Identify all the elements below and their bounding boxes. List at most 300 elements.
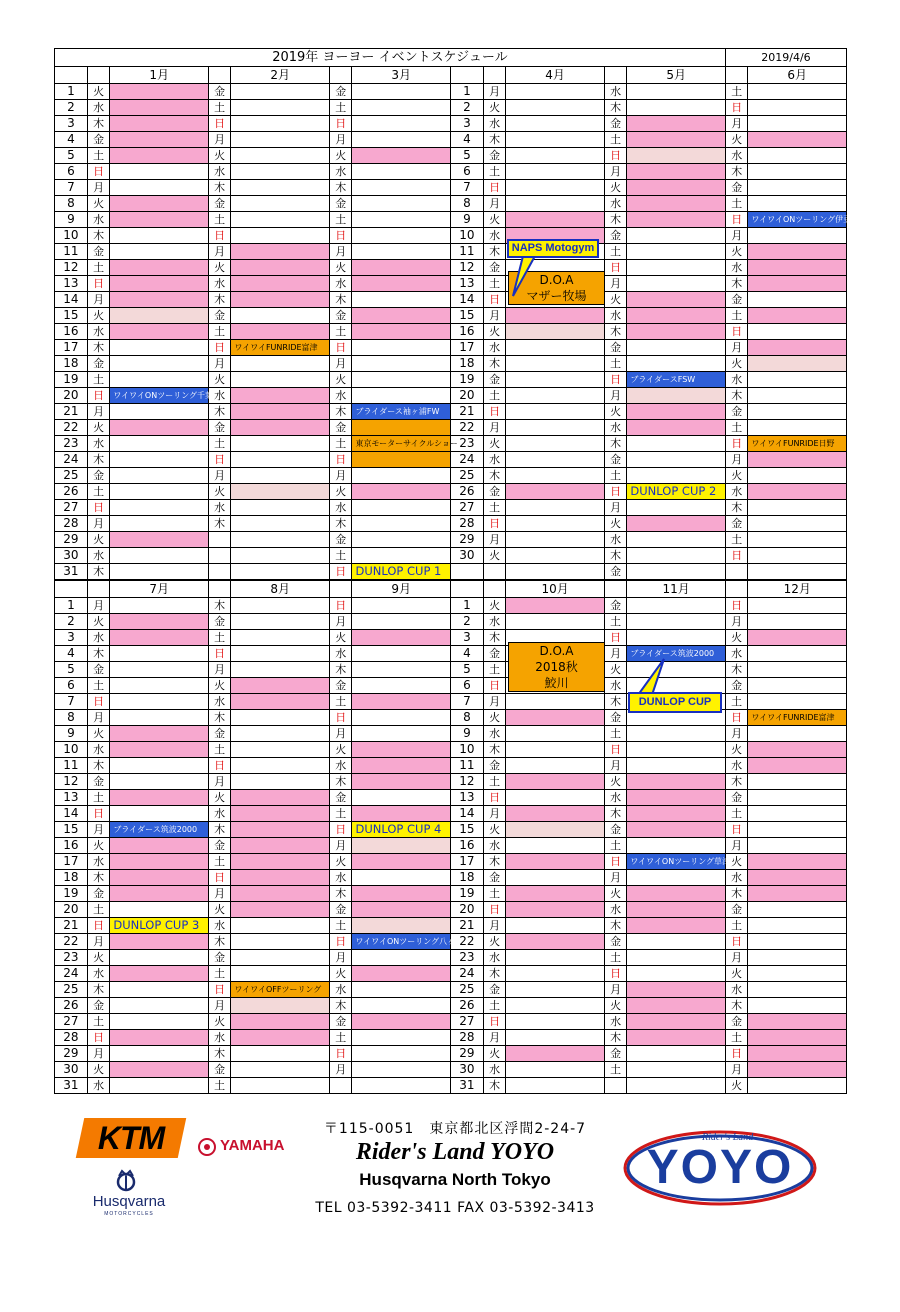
event-cell[interactable] [231, 934, 329, 950]
event-cell[interactable] [231, 388, 329, 404]
event-cell[interactable] [352, 212, 450, 228]
event-cell[interactable] [627, 84, 726, 100]
event-cell[interactable] [231, 404, 329, 420]
event-cell[interactable] [110, 710, 208, 726]
event-cell[interactable] [352, 774, 450, 790]
event-cell[interactable] [352, 452, 450, 468]
event-cell[interactable] [110, 324, 208, 340]
event-cell[interactable] [627, 148, 726, 164]
event-cell[interactable] [110, 870, 208, 886]
event-cell[interactable] [627, 950, 725, 966]
event-cell[interactable] [352, 950, 450, 966]
event-cell[interactable] [231, 854, 329, 870]
event-label[interactable]: DUNLOP CUP 4 [352, 822, 450, 838]
event-cell[interactable] [352, 244, 450, 260]
event-cell[interactable] [110, 452, 208, 468]
event-cell[interactable] [110, 646, 208, 662]
event-cell[interactable] [627, 742, 725, 758]
event-cell[interactable] [627, 918, 725, 934]
event-cell[interactable] [352, 324, 450, 340]
event-cell[interactable] [506, 372, 604, 388]
event-cell[interactable] [110, 276, 208, 292]
event-cell[interactable] [352, 500, 450, 516]
event-cell[interactable] [748, 614, 847, 630]
event-cell[interactable] [627, 1078, 725, 1094]
event-cell[interactable] [748, 84, 847, 100]
event-cell[interactable] [110, 292, 208, 308]
event-cell[interactable] [231, 1078, 329, 1094]
event-cell[interactable] [231, 1030, 329, 1046]
event-label[interactable]: ブライダース筑波2000 [110, 822, 208, 838]
event-cell[interactable] [110, 1062, 208, 1078]
event-cell[interactable] [627, 228, 726, 244]
event-cell[interactable] [231, 196, 329, 212]
event-cell[interactable] [506, 404, 604, 420]
event-cell[interactable] [110, 758, 208, 774]
event-cell[interactable] [748, 532, 847, 548]
event-cell[interactable] [231, 790, 329, 806]
event-cell[interactable] [506, 500, 604, 516]
event-cell[interactable] [748, 132, 847, 148]
event-cell[interactable] [506, 116, 604, 132]
event-cell[interactable] [352, 646, 450, 662]
event-cell[interactable] [627, 468, 726, 484]
event-cell[interactable] [110, 228, 208, 244]
event-cell[interactable] [110, 516, 208, 532]
event-cell[interactable] [506, 548, 604, 564]
event-cell[interactable] [627, 340, 726, 356]
event-cell[interactable] [748, 774, 847, 790]
event-cell[interactable] [231, 614, 329, 630]
event-cell[interactable] [748, 1014, 847, 1030]
event-label[interactable]: ワイワイFUNRIDE富津 [748, 710, 847, 726]
event-cell[interactable] [231, 1062, 329, 1078]
event-cell[interactable] [352, 516, 450, 532]
event-cell[interactable] [231, 148, 329, 164]
event-cell[interactable] [231, 806, 329, 822]
event-cell[interactable] [352, 838, 450, 854]
event-cell[interactable] [748, 902, 847, 918]
event-cell[interactable] [231, 116, 329, 132]
event-cell[interactable] [506, 790, 604, 806]
event-cell[interactable] [231, 276, 329, 292]
event-cell[interactable] [748, 886, 847, 902]
event-cell[interactable] [110, 404, 208, 420]
event-cell[interactable] [627, 388, 726, 404]
event-cell[interactable] [110, 132, 208, 148]
event-cell[interactable] [627, 966, 725, 982]
event-cell[interactable] [627, 548, 726, 564]
event-cell[interactable] [352, 532, 450, 548]
event-cell[interactable] [506, 420, 604, 436]
event-cell[interactable] [231, 1046, 329, 1062]
event-cell[interactable] [352, 340, 450, 356]
event-cell[interactable] [231, 902, 329, 918]
event-cell[interactable] [506, 212, 604, 228]
event-label[interactable]: ワイワイONツーリング千葉 [110, 388, 208, 404]
event-cell[interactable] [352, 1030, 450, 1046]
event-cell[interactable] [506, 614, 604, 630]
event-cell[interactable] [627, 1030, 725, 1046]
event-cell[interactable] [352, 998, 450, 1014]
event-cell[interactable] [110, 100, 208, 116]
event-cell[interactable] [110, 726, 208, 742]
event-cell[interactable] [352, 966, 450, 982]
event-cell[interactable] [627, 532, 726, 548]
event-cell[interactable] [506, 484, 604, 500]
event-cell[interactable] [748, 420, 847, 436]
event-cell[interactable] [627, 790, 725, 806]
event-cell[interactable] [627, 774, 725, 790]
event-label[interactable]: DUNLOP CUP 1 [352, 564, 450, 580]
event-cell[interactable] [231, 244, 329, 260]
event-cell[interactable] [506, 934, 604, 950]
event-cell[interactable] [748, 276, 847, 292]
event-label[interactable]: ワイワイONツーリング伊豆 [748, 212, 847, 228]
event-cell[interactable] [748, 516, 847, 532]
event-cell[interactable] [231, 132, 329, 148]
event-cell[interactable] [231, 372, 329, 388]
event-cell[interactable] [506, 886, 604, 902]
event-cell[interactable] [748, 982, 847, 998]
event-cell[interactable] [748, 228, 847, 244]
event-cell[interactable] [748, 662, 847, 678]
event-cell[interactable] [352, 164, 450, 180]
event-cell[interactable] [110, 484, 208, 500]
event-cell[interactable] [110, 982, 208, 998]
event-cell[interactable] [748, 148, 847, 164]
event-cell[interactable] [506, 710, 604, 726]
event-cell[interactable] [352, 388, 450, 404]
event-cell[interactable] [352, 228, 450, 244]
event-cell[interactable] [506, 1030, 604, 1046]
event-cell[interactable] [110, 1046, 208, 1062]
event-cell[interactable] [110, 356, 208, 372]
event-cell[interactable] [748, 630, 847, 646]
event-cell[interactable] [748, 164, 847, 180]
event-cell[interactable] [110, 598, 208, 614]
event-cell[interactable] [352, 662, 450, 678]
event-cell[interactable] [231, 678, 329, 694]
event-cell[interactable] [231, 918, 329, 934]
event-cell[interactable] [748, 694, 847, 710]
event-cell[interactable] [627, 630, 725, 646]
event-cell[interactable] [352, 180, 450, 196]
event-cell[interactable] [110, 902, 208, 918]
event-label[interactable]: ワイワイFUNRIDE日野 [748, 436, 847, 452]
event-cell[interactable] [627, 806, 725, 822]
event-label[interactable]: ブライダース袖ヶ浦FW [352, 404, 450, 420]
event-cell[interactable] [506, 324, 604, 340]
event-cell[interactable] [627, 758, 725, 774]
event-cell[interactable] [231, 468, 329, 484]
event-cell[interactable] [352, 870, 450, 886]
event-cell[interactable] [231, 564, 329, 580]
event-cell[interactable] [110, 966, 208, 982]
event-cell[interactable] [352, 308, 450, 324]
event-cell[interactable] [352, 260, 450, 276]
event-cell[interactable] [627, 100, 726, 116]
event-label[interactable]: ワイワイOFFツーリング [231, 982, 329, 998]
event-cell[interactable] [748, 308, 847, 324]
event-cell[interactable] [352, 694, 450, 710]
event-cell[interactable] [627, 934, 725, 950]
event-cell[interactable] [110, 774, 208, 790]
event-cell[interactable] [352, 116, 450, 132]
event-cell[interactable] [506, 870, 604, 886]
event-cell[interactable] [110, 694, 208, 710]
event-cell[interactable] [110, 854, 208, 870]
event-cell[interactable] [506, 388, 604, 404]
event-cell[interactable] [748, 678, 847, 694]
event-cell[interactable] [506, 854, 604, 870]
event-cell[interactable] [506, 1046, 604, 1062]
event-cell[interactable] [231, 726, 329, 742]
event-cell[interactable] [748, 548, 847, 564]
event-cell[interactable] [506, 1078, 604, 1094]
event-cell[interactable] [748, 1030, 847, 1046]
event-cell[interactable] [506, 196, 604, 212]
event-label[interactable]: ブライダース筑波2000 [627, 646, 725, 662]
event-cell[interactable] [231, 356, 329, 372]
event-cell[interactable] [110, 164, 208, 180]
event-cell[interactable] [110, 468, 208, 484]
event-cell[interactable] [231, 548, 329, 564]
event-label[interactable]: 東京モーターサイクルショー [352, 436, 450, 452]
event-cell[interactable] [352, 196, 450, 212]
event-cell[interactable] [352, 982, 450, 998]
event-cell[interactable] [352, 630, 450, 646]
event-cell[interactable] [748, 854, 847, 870]
event-cell[interactable] [627, 822, 725, 838]
event-cell[interactable] [748, 790, 847, 806]
event-cell[interactable] [231, 532, 329, 548]
event-cell[interactable] [627, 180, 726, 196]
event-cell[interactable] [352, 420, 450, 436]
event-cell[interactable] [110, 340, 208, 356]
event-cell[interactable] [506, 918, 604, 934]
event-cell[interactable] [352, 918, 450, 934]
event-cell[interactable] [627, 116, 726, 132]
event-cell[interactable] [748, 806, 847, 822]
event-cell[interactable] [352, 100, 450, 116]
event-cell[interactable] [748, 116, 847, 132]
event-cell[interactable] [506, 132, 604, 148]
event-cell[interactable] [627, 244, 726, 260]
event-cell[interactable] [748, 500, 847, 516]
event-cell[interactable] [506, 838, 604, 854]
event-cell[interactable] [352, 902, 450, 918]
event-cell[interactable] [352, 1046, 450, 1062]
event-cell[interactable] [627, 436, 726, 452]
event-cell[interactable] [506, 308, 604, 324]
event-cell[interactable] [748, 260, 847, 276]
event-cell[interactable] [627, 324, 726, 340]
event-cell[interactable] [748, 100, 847, 116]
event-cell[interactable] [506, 468, 604, 484]
event-cell[interactable] [231, 228, 329, 244]
event-cell[interactable] [748, 468, 847, 484]
event-cell[interactable] [627, 886, 725, 902]
event-label[interactable]: ブライダースFSW [627, 372, 726, 388]
event-cell[interactable] [231, 950, 329, 966]
event-cell[interactable] [627, 564, 726, 580]
event-cell[interactable] [352, 710, 450, 726]
event-cell[interactable] [748, 452, 847, 468]
event-cell[interactable] [110, 1030, 208, 1046]
event-cell[interactable] [748, 646, 847, 662]
event-cell[interactable] [110, 500, 208, 516]
event-cell[interactable] [748, 742, 847, 758]
event-cell[interactable] [231, 646, 329, 662]
event-cell[interactable] [627, 356, 726, 372]
event-cell[interactable] [748, 1062, 847, 1078]
event-cell[interactable] [506, 998, 604, 1014]
event-cell[interactable] [352, 758, 450, 774]
event-cell[interactable] [352, 356, 450, 372]
event-cell[interactable] [627, 292, 726, 308]
event-cell[interactable] [748, 564, 847, 580]
event-cell[interactable] [506, 822, 604, 838]
event-cell[interactable] [110, 886, 208, 902]
event-cell[interactable] [352, 1078, 450, 1094]
event-cell[interactable] [110, 180, 208, 196]
event-cell[interactable] [352, 1014, 450, 1030]
event-cell[interactable] [110, 790, 208, 806]
event-cell[interactable] [627, 404, 726, 420]
event-cell[interactable] [110, 260, 208, 276]
event-cell[interactable] [110, 678, 208, 694]
event-cell[interactable] [627, 420, 726, 436]
event-cell[interactable] [352, 372, 450, 388]
event-cell[interactable] [506, 100, 604, 116]
event-cell[interactable] [231, 500, 329, 516]
event-cell[interactable] [231, 308, 329, 324]
event-cell[interactable] [110, 308, 208, 324]
event-cell[interactable] [627, 276, 726, 292]
event-cell[interactable] [110, 532, 208, 548]
event-cell[interactable] [506, 806, 604, 822]
event-cell[interactable] [506, 902, 604, 918]
event-cell[interactable] [506, 356, 604, 372]
event-cell[interactable] [748, 918, 847, 934]
event-cell[interactable] [627, 1014, 725, 1030]
event-cell[interactable] [352, 742, 450, 758]
event-cell[interactable] [352, 790, 450, 806]
event-cell[interactable] [506, 966, 604, 982]
event-cell[interactable] [627, 726, 725, 742]
event-cell[interactable] [748, 196, 847, 212]
event-cell[interactable] [748, 244, 847, 260]
event-cell[interactable] [231, 324, 329, 340]
event-cell[interactable] [627, 516, 726, 532]
event-cell[interactable] [748, 870, 847, 886]
event-cell[interactable] [110, 84, 208, 100]
event-cell[interactable] [110, 742, 208, 758]
event-cell[interactable] [110, 564, 208, 580]
event-cell[interactable] [748, 758, 847, 774]
event-cell[interactable] [506, 726, 604, 742]
event-cell[interactable] [231, 420, 329, 436]
event-label[interactable]: ワイワイONツーリング八ヶ岳 [352, 934, 450, 950]
event-cell[interactable] [110, 614, 208, 630]
event-cell[interactable] [110, 212, 208, 228]
event-cell[interactable] [352, 84, 450, 100]
event-cell[interactable] [748, 966, 847, 982]
event-cell[interactable] [748, 292, 847, 308]
event-cell[interactable] [627, 982, 725, 998]
event-cell[interactable] [231, 886, 329, 902]
event-cell[interactable] [627, 164, 726, 180]
event-cell[interactable] [506, 950, 604, 966]
event-cell[interactable] [627, 196, 726, 212]
event-cell[interactable] [231, 260, 329, 276]
event-cell[interactable] [627, 212, 726, 228]
event-cell[interactable] [627, 260, 726, 276]
event-cell[interactable] [110, 148, 208, 164]
event-cell[interactable] [110, 196, 208, 212]
event-cell[interactable] [231, 662, 329, 678]
event-cell[interactable] [231, 758, 329, 774]
event-cell[interactable] [352, 132, 450, 148]
event-cell[interactable] [231, 484, 329, 500]
event-cell[interactable] [627, 598, 725, 614]
event-cell[interactable] [506, 694, 604, 710]
event-cell[interactable] [627, 998, 725, 1014]
event-cell[interactable] [110, 838, 208, 854]
event-cell[interactable] [352, 548, 450, 564]
event-cell[interactable] [748, 598, 847, 614]
event-cell[interactable] [506, 1062, 604, 1078]
event-cell[interactable] [352, 598, 450, 614]
event-cell[interactable] [231, 598, 329, 614]
event-cell[interactable] [748, 324, 847, 340]
event-cell[interactable] [748, 372, 847, 388]
event-cell[interactable] [231, 164, 329, 180]
event-cell[interactable] [231, 436, 329, 452]
event-cell[interactable] [110, 950, 208, 966]
event-cell[interactable] [110, 372, 208, 388]
event-cell[interactable] [352, 614, 450, 630]
event-cell[interactable] [506, 774, 604, 790]
event-cell[interactable] [748, 934, 847, 950]
event-cell[interactable] [231, 292, 329, 308]
event-cell[interactable] [506, 598, 604, 614]
event-cell[interactable] [231, 822, 329, 838]
event-cell[interactable] [748, 388, 847, 404]
event-cell[interactable] [627, 500, 726, 516]
event-cell[interactable] [506, 436, 604, 452]
event-cell[interactable] [231, 84, 329, 100]
event-cell[interactable] [506, 164, 604, 180]
event-cell[interactable] [627, 308, 726, 324]
event-label[interactable]: ワイワイFUNRIDE富津 [231, 340, 329, 356]
event-cell[interactable] [627, 132, 726, 148]
event-cell[interactable] [506, 564, 604, 580]
event-cell[interactable] [748, 998, 847, 1014]
event-cell[interactable] [231, 998, 329, 1014]
event-cell[interactable] [231, 742, 329, 758]
event-cell[interactable] [110, 116, 208, 132]
event-cell[interactable] [110, 1078, 208, 1094]
event-cell[interactable] [352, 726, 450, 742]
event-cell[interactable] [352, 484, 450, 500]
event-cell[interactable] [110, 934, 208, 950]
event-cell[interactable] [352, 468, 450, 484]
event-cell[interactable] [110, 420, 208, 436]
event-label[interactable]: DUNLOP CUP 3 [110, 918, 208, 934]
event-cell[interactable] [748, 1046, 847, 1062]
